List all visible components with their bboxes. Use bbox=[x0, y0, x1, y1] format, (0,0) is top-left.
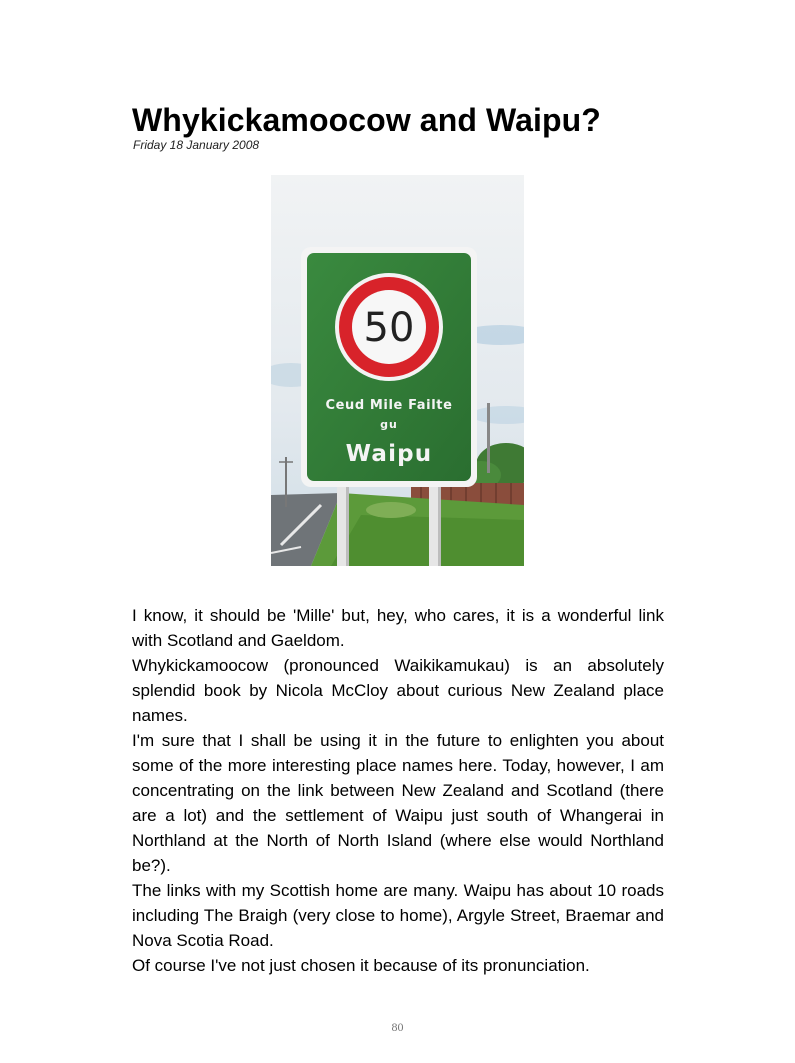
speed-limit-number: 50 bbox=[363, 305, 415, 351]
sign-place-name: Waipu bbox=[345, 441, 433, 467]
page-number: 80 bbox=[391, 1020, 404, 1034]
paragraph: The links with my Scottish home are many. Waipu has about 10 roads including The Braigh (very close to home), Argyle Street, Braemar and Nova Scotia Road. bbox=[132, 881, 664, 950]
post-date: Friday 18 January 2008 bbox=[133, 138, 260, 152]
paragraph: Whykickamoocow (pronounced Waikikamukau) is an absolutely splendid book by Nicola McCloy about curious New Zealand place names. bbox=[132, 656, 664, 725]
sign-gu-line: gu bbox=[380, 418, 398, 431]
article-body bbox=[132, 603, 664, 978]
page-title: Whykickamoocow and Waipu? bbox=[132, 102, 601, 138]
paragraph: Of course I've not just chosen it because of its pronunciation. bbox=[132, 956, 590, 975]
paragraph: I'm sure that I shall be using it in the future to enlighten you about some of the more interesting place names here. Today, however, I am concentrating on the link between New Zealand and Scotland (there are a lot) and the settlement of Waipu just south of Whangerai in Northland at the North of North Island (where else would Northland be?). bbox=[132, 731, 664, 875]
waipu-sign-photo bbox=[271, 175, 524, 566]
sign-greeting-line: Ceud Mile Failte bbox=[325, 398, 453, 413]
paragraph: I know, it should be 'Mille' but, hey, who cares, it is a wonderful link with Scotland and Gaeldom. bbox=[132, 606, 664, 650]
